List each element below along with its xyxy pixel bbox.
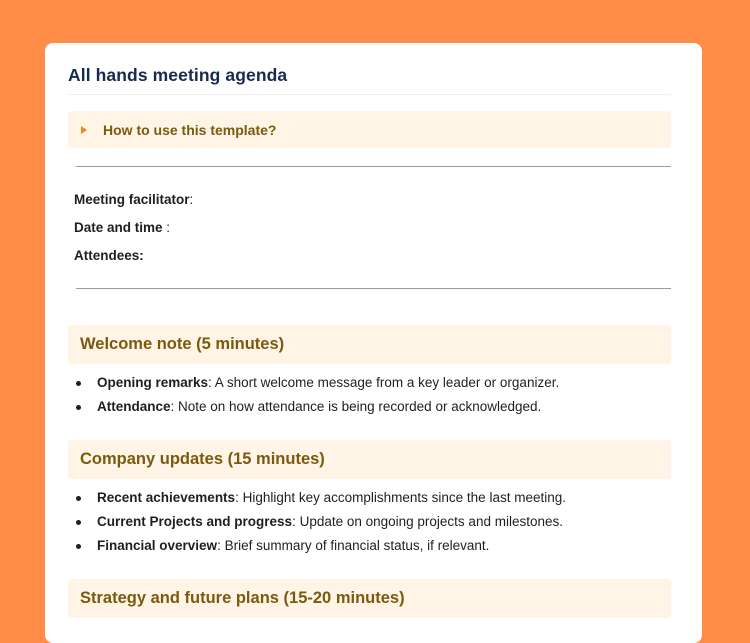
item-text: : A short welcome message from a key leader or organizer. [208,375,560,390]
item-text: : Update on ongoing projects and milestones. [292,514,563,529]
list-item [68,534,671,558]
page-title: All hands meeting agenda [68,65,288,85]
item-term: Financial overview [97,538,218,553]
how-to-use-expand[interactable] [68,111,671,148]
item-term: Opening remarks [97,375,209,390]
field-separator: : [189,192,194,207]
triangle-right-icon[interactable] [81,126,87,134]
horizontal-rule [76,166,671,167]
field-label: Meeting facilitator [74,192,190,207]
field-label: Attendees: [74,248,144,263]
section-heading-company-updates: Company updates (15 minutes) [68,440,671,479]
meeting-fields [68,186,671,270]
title-divider [68,94,671,95]
list-item [68,371,671,395]
item-text: : Highlight key accomplishments since the last meeting. [235,490,566,505]
field-meeting-facilitator[interactable] [74,186,671,214]
list-item [68,510,671,534]
field-date-and-time[interactable] [74,214,671,242]
section-heading-strategy: Strategy and future plans (15-20 minutes) [68,579,671,618]
field-label: Date and time [74,220,163,235]
field-attendees[interactable] [74,242,671,270]
list-item [68,486,671,510]
item-term: Current Projects and progress [97,514,293,529]
list-item [68,395,671,419]
field-separator: : [162,220,171,235]
document-card [45,43,702,643]
section-heading-welcome-note: Welcome note (5 minutes) [68,325,671,364]
welcome-note-list [68,371,671,419]
expand-label: How to use this template? [103,121,277,138]
item-text: : Brief summary of financial status, if relevant. [217,538,490,553]
item-term: Attendance [97,399,171,414]
company-updates-list [68,486,671,558]
item-term: Recent achievements [97,490,236,505]
horizontal-rule [76,288,671,289]
item-text: : Note on how attendance is being recorded or acknowledged. [170,399,542,414]
